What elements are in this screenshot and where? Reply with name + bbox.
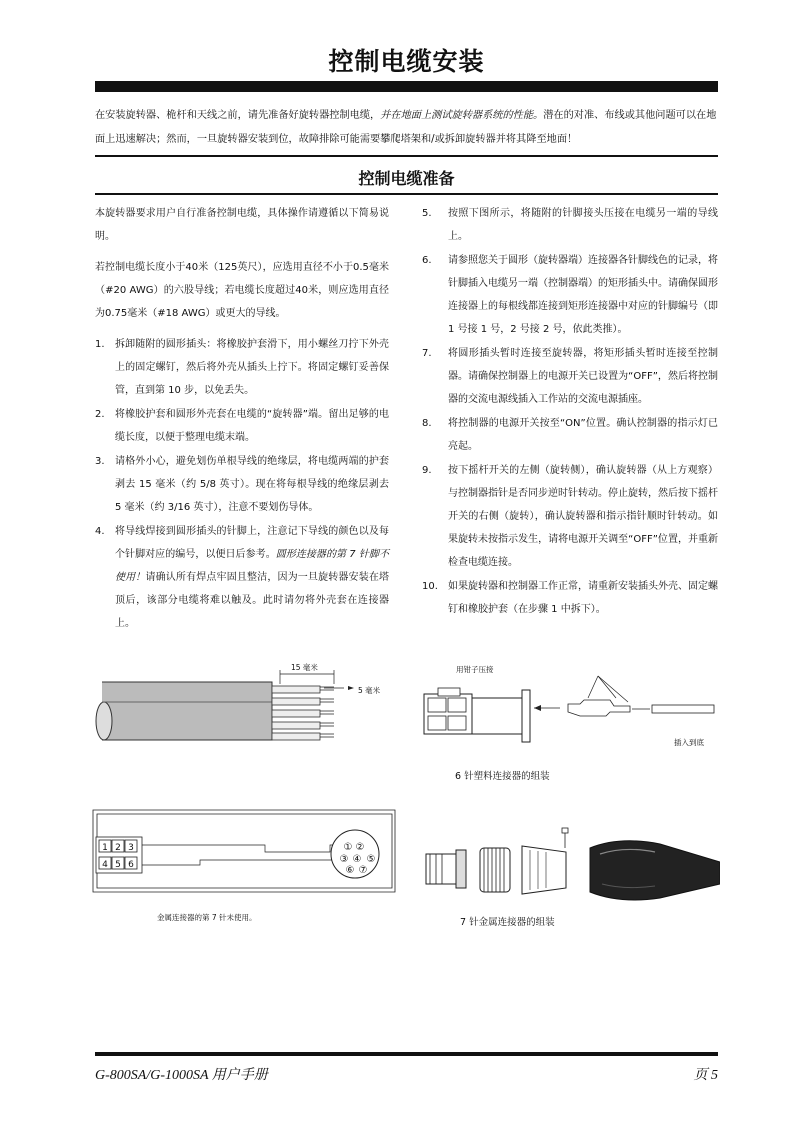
step-text: 请确认所有焊点牢固且整洁，因为一旦旋转器安装在塔顶后，该部分电缆将难以触及。此时请勿将外壳套在连接器上。: [115, 572, 390, 629]
step-number: 6.: [422, 255, 432, 266]
step-item: [422, 575, 718, 621]
round-pin-7: ⑦: [358, 865, 368, 876]
step-number: 4.: [95, 526, 105, 537]
intro-paragraph: [95, 104, 718, 152]
six-pin-connector-figure: [420, 668, 720, 748]
rect-pin-5: 5: [115, 860, 121, 870]
rect-pin-1: 1: [102, 843, 108, 853]
step-text: 按照下图所示，将随附的针脚接头压接在电缆另一端的导线上。: [448, 208, 718, 242]
label-5mm: 5 毫米: [358, 686, 381, 695]
step-item: [422, 202, 718, 248]
step-text: 将控制器的电源开关按至“ON”位置。确认控制器的指示灯已亮起。: [448, 418, 718, 452]
right-column: [422, 202, 718, 622]
stripped-cable-figure: [92, 660, 392, 760]
step-text: 将导线焊接到圆形插头的针脚上，注意记下导线的颜色以及每个针脚对应的编号，以便日后参考。: [115, 526, 389, 560]
wire-spec-paragraph: 若控制电缆长度小于40米（125英尺），应选用直径不小于0.5毫米（#20 AWG）的六股导线；若电缆长度超过40米，则应选用直径为0.75毫米（#18 AWG）或更大的导线。: [95, 262, 389, 319]
step-number: 1.: [95, 339, 105, 350]
step-text: 请格外小心，避免划伤单根导线的绝缘层，将电缆两端的护套剥去 15 毫米（约 5/8 英寸）。现在将每根导线的绝缘层剥去 5 毫米（约 3/16 英寸），注意不要划伤导体。: [115, 456, 389, 513]
left-column: [95, 202, 389, 636]
footer-manual-title: G-800SA/G-1000SA 用户手册: [95, 1068, 268, 1083]
seven-pin-caption: 7 针金属连接器的组装: [460, 917, 555, 928]
rect-pin-3: 3: [128, 843, 134, 853]
step-number: 10.: [422, 581, 438, 592]
step-item: [422, 459, 718, 574]
header-rule: [95, 81, 718, 92]
step-text: 拆卸随附的圆形插头：将橡胶护套滑下，用小螺丝刀拧下外壳上的固定螺钉，然后将外壳从插头上拧下。将固定螺钉妥善保管，直到第 10 步，以免丢失。: [115, 339, 389, 396]
round-pin-5: ⑤: [366, 854, 376, 865]
section-title: 控制电缆准备: [358, 169, 455, 188]
label-crimp: 用钳子压接: [456, 665, 494, 674]
intro-text-2: 潜在的对准、布线或其他问题可以在地面上迅速解决；然而，一旦旋转器安装到位，故障排除可能需要攀爬塔架和/或拆卸旋转器并将其降至地面！: [95, 110, 717, 145]
intro-text-1: 在安装旋转器、桅杆和天线之前，请先准备好旋转器控制电缆，: [95, 110, 381, 121]
round-pin-3: ③: [339, 854, 349, 865]
section-rule-top: [95, 155, 718, 157]
pin7-note: 金属连接器的第 7 针未使用。: [157, 913, 257, 922]
footer-rule: [95, 1052, 718, 1056]
seven-pin-connector-figure: [420, 818, 720, 908]
step-item: [422, 342, 718, 411]
step-item: [95, 520, 389, 635]
step-text: 将橡胶护套和圆形外壳套在电缆的“旋转器”端。留出足够的电缆长度，以便于整理电缆末端。: [115, 409, 389, 443]
step-text: 请参照您关于圆形（旋转器端）连接器各针脚线色的记录，将针脚插入电缆另一端（控制器端）的矩形插头中。请确保圆形连接器上的每根线都连接到矩形连接器中对应的针脚编号（即 1 号接 1 号，2 号接 2 号，依此类推）。: [448, 255, 718, 335]
rect-pin-6: 6: [128, 860, 134, 870]
step-number: 8.: [422, 418, 432, 429]
section-rule-bottom: [95, 193, 718, 195]
round-pin-4: ④: [352, 854, 362, 865]
step-text: 将圆形插头暂时连接至旋转器，将矩形插头暂时连接至控制器。请确保控制器上的电源开关已设置为“OFF”，然后将控制器的交流电源线插入工作站的交流电源插座。: [448, 348, 718, 405]
step-text: 如果旋转器和控制器工作正常，请重新安装插头外壳、固定螺钉和橡胶护套（在步骤 1 中拆下）。: [448, 581, 718, 615]
step-text: 按下摇杆开关的左侧（旋转侧），确认旋转器（从上方观察）与控制器指针是否同步逆时针转动。停止旋转，然后按下摇杆开关的右侧（旋转），确认旋转器和指示指针顺时针转动。如果旋转未按指示发生，请将电源开关调至“OFF”位置，并重新检查电缆连接。: [448, 465, 718, 568]
step-number: 3.: [95, 456, 105, 467]
step-item: [95, 450, 389, 519]
step-number: 7.: [422, 348, 432, 359]
label-insert-fully: 插入到底: [674, 738, 704, 747]
step-number: 9.: [422, 465, 432, 476]
round-pin-2: ②: [355, 842, 365, 853]
label-15mm: 15 毫米: [291, 663, 318, 672]
step-item: [95, 333, 389, 402]
step-warning: 圆形连接器的第 7 针脚不使用！: [115, 549, 389, 583]
page-title: 控制电缆安装: [328, 47, 485, 76]
step-number: 2.: [95, 409, 105, 420]
footer-page-number: 页 5: [693, 1068, 718, 1083]
six-pin-caption: 6 针塑料连接器的组装: [455, 771, 550, 782]
step-number: 5.: [422, 208, 432, 219]
step-item: [95, 403, 389, 449]
intro-emphasis: 并在地面上测试旋转器系统的性能。: [380, 110, 544, 121]
wiring-diagram-figure: [90, 800, 400, 900]
rect-pin-2: 2: [115, 843, 121, 853]
rect-pin-4: 4: [102, 860, 108, 870]
intro-instruction: 本旋转器要求用户自行准备控制电缆，具体操作请遵循以下简易说明。: [95, 208, 389, 242]
round-pin-6: ⑥: [345, 865, 355, 876]
round-pin-1: ①: [343, 842, 353, 853]
step-item: [422, 249, 718, 341]
step-item: [422, 412, 718, 458]
